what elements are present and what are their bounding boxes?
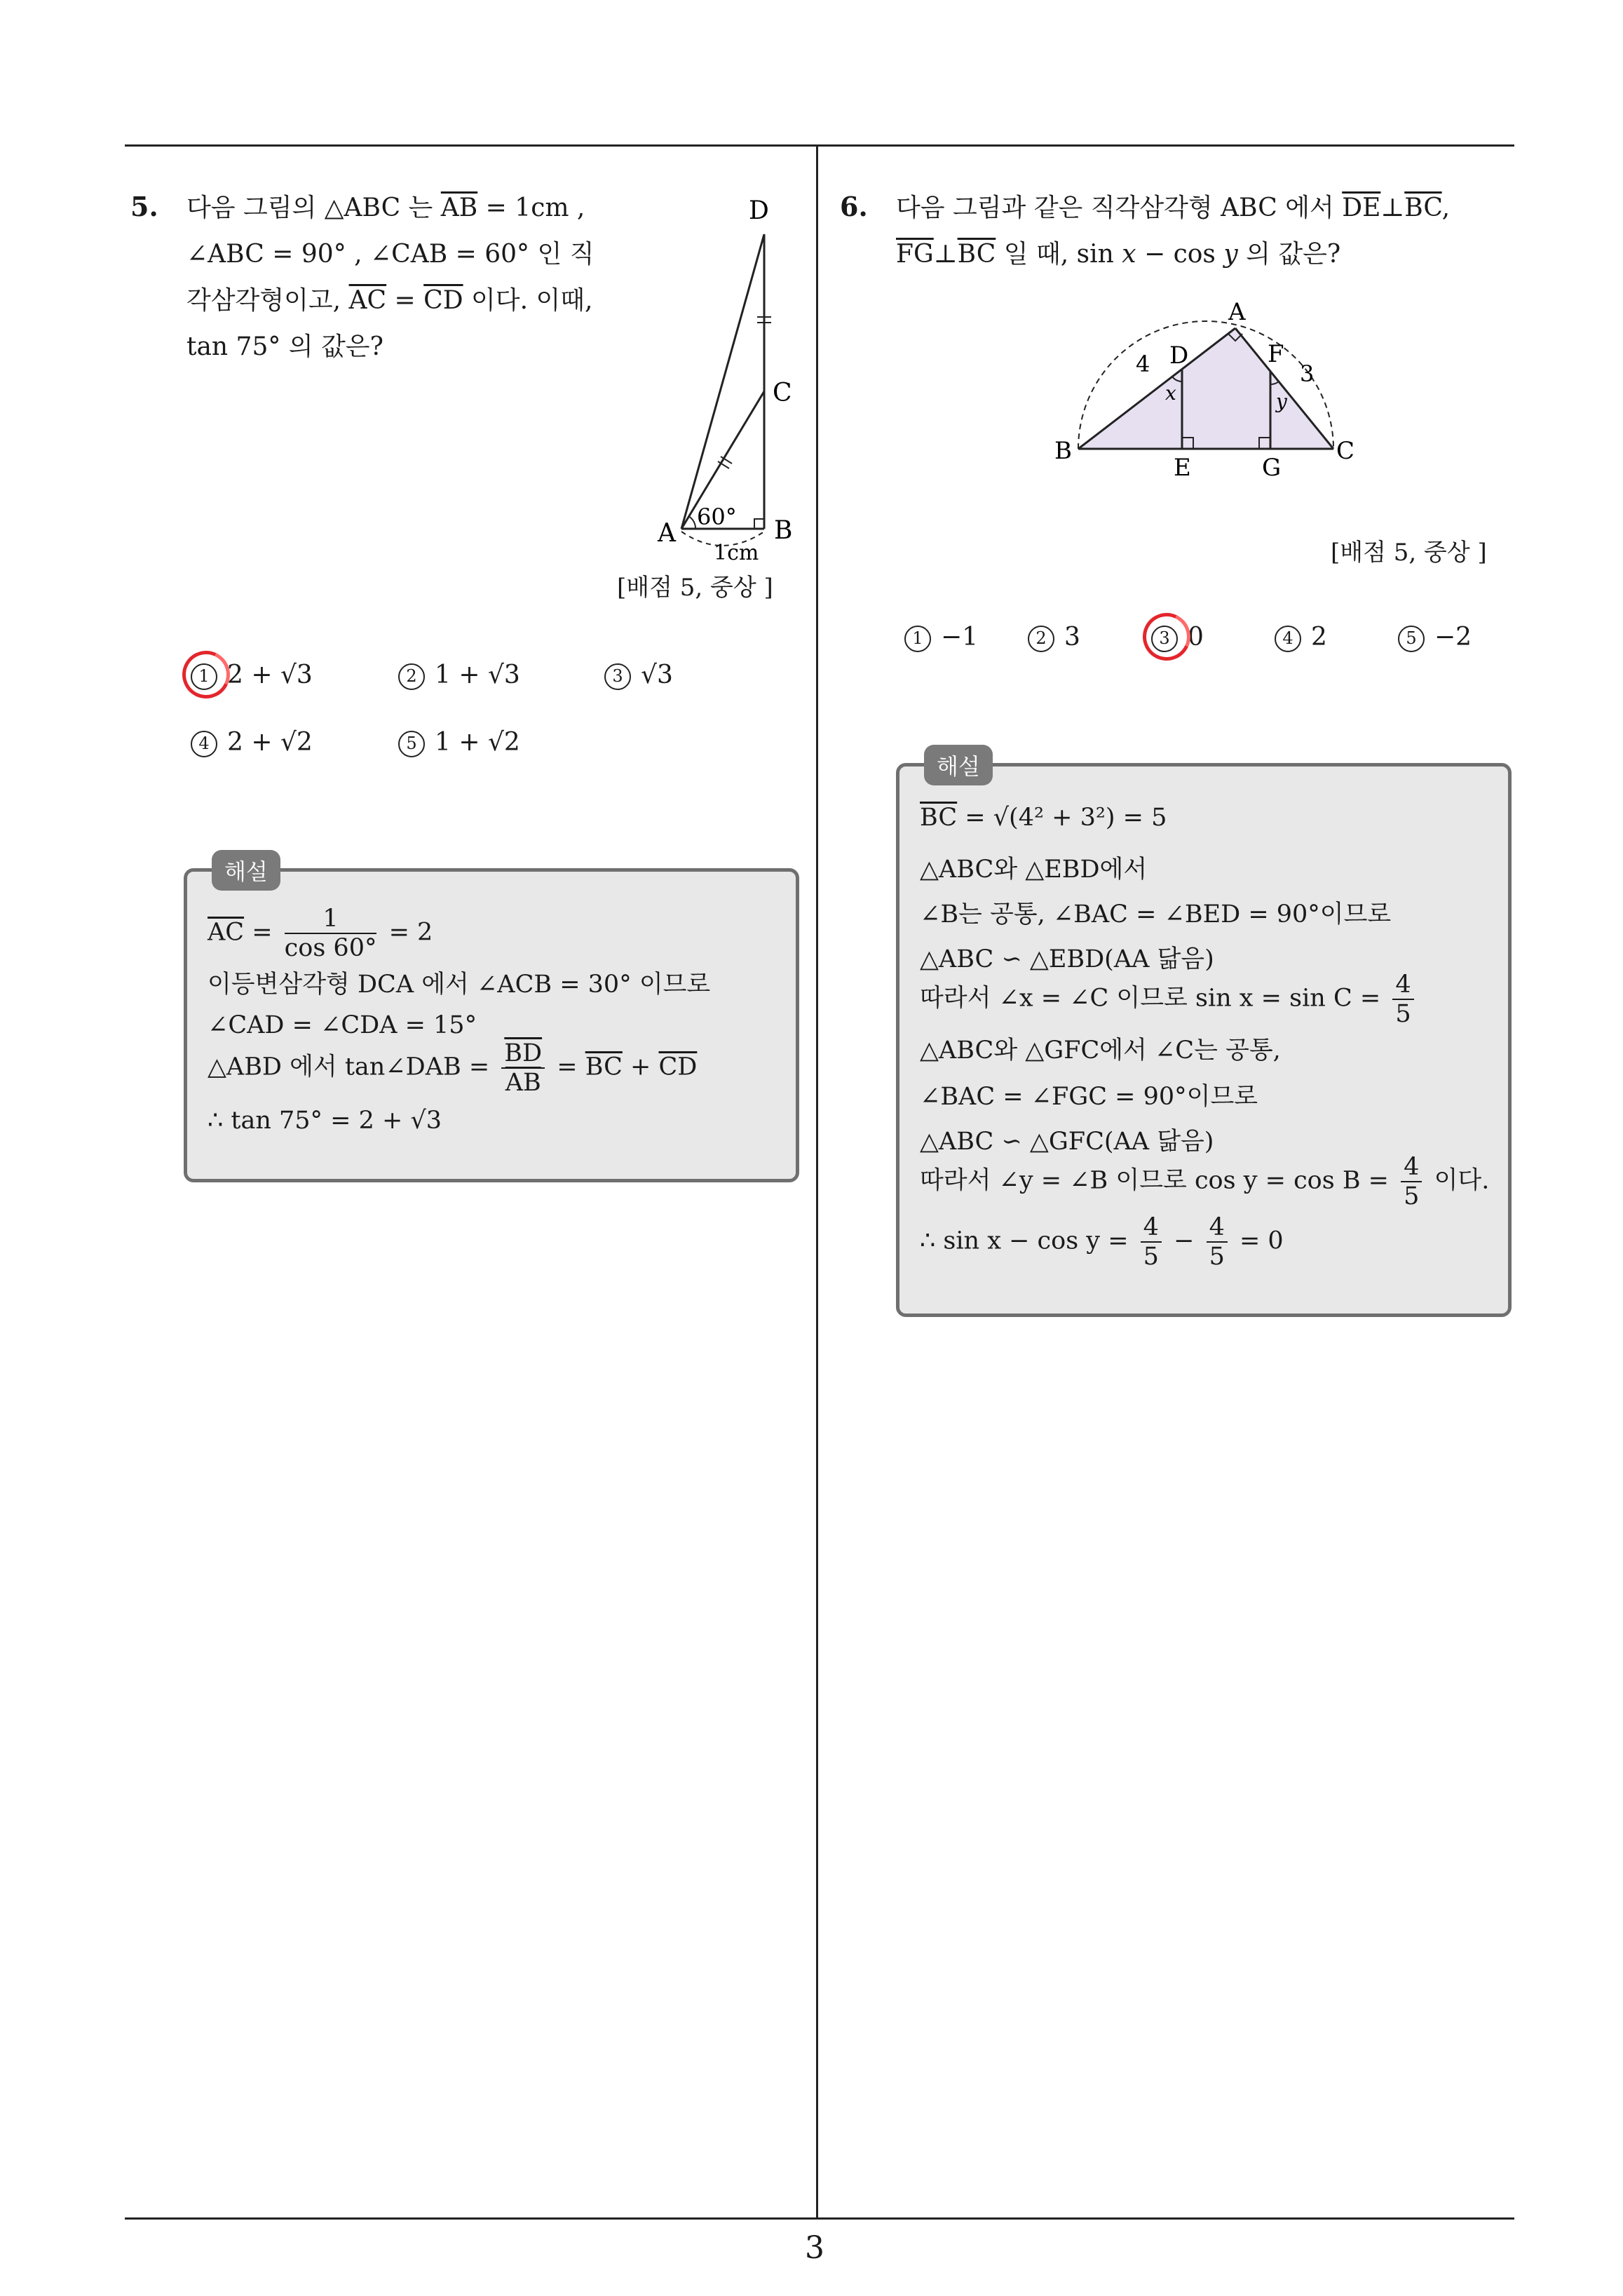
q5-label-A: A — [658, 519, 676, 548]
q6-sol-line5: 따라서 ∠x = ∠C 이므로 sin x = sin C = $\frac{4}{5}$ — [920, 971, 1418, 1028]
q5-sol-line1: $\overline{AC}$ = $\frac{1}{\cos 60^\circ}$ = 2 — [208, 905, 433, 962]
q5-length-label: 1cm — [714, 541, 759, 565]
q6-sol-line4: △ABC ∽ △EBD(AA 닮음) — [920, 945, 1214, 973]
q6-solution-tag: 해설 — [924, 745, 993, 785]
q5-label-D: D — [749, 196, 769, 225]
q5-grade: [배점 5, 중상 ] — [617, 574, 773, 602]
q5-number: 5. — [130, 191, 158, 222]
q5-line3: 각삼각형이고, $\overline{AC} = \overline{CD}$ 이다. 이때, — [186, 286, 593, 315]
q6-line1: 다음 그림과 같은 직각삼각형 ABC 에서 $\overline{DE}\perp\overline{BC}$, — [896, 194, 1451, 222]
q6-label-y: y — [1276, 390, 1287, 413]
q6-sol-line3: ∠B는 공통, ∠BAC = ∠BED = 90°이므로 — [920, 900, 1392, 928]
q6-label-C: C — [1336, 437, 1355, 465]
q5-line4: tan 75° 의 값은? — [186, 332, 383, 361]
column-divider — [816, 144, 818, 2219]
q5-choice-4-num: 4 — [191, 731, 217, 757]
q5-choice-2-text: 1 + √3 — [435, 661, 520, 689]
q5-angle-arc — [688, 516, 695, 529]
q5-choice-1-num: 1 — [191, 663, 217, 690]
q6-label-3: 3 — [1300, 360, 1315, 387]
q5-sol-line2: 이등변삼각형 DCA 에서 ∠ACB = 30° 이므로 — [208, 971, 711, 999]
q5-diagram — [645, 189, 813, 575]
q6-label-D: D — [1169, 342, 1189, 370]
q6-choice-2[interactable] — [1028, 623, 1080, 652]
q6-number: 6. — [840, 191, 868, 222]
q6-sol-line1: $\overline{BC} = √(4^2 + 3^2) = 5$ — [920, 804, 1167, 832]
q6-grade: [배점 5, 중상 ] — [1331, 539, 1487, 567]
q6-choice-5-num: 5 — [1398, 626, 1425, 652]
q5-line1: 다음 그림의 △ABC 는 $\overline{AB} = 1cm$ , — [186, 194, 585, 222]
q5-choice-3-num: 3 — [604, 663, 631, 690]
q6-choice-5[interactable] — [1398, 623, 1472, 652]
q5-choice-3-text: √3 — [641, 661, 673, 689]
q6-choice-1-num: 1 — [904, 626, 931, 652]
q6-sol-line8: △ABC ∽ △GFC(AA 닮음) — [920, 1128, 1214, 1156]
q6-sol-line2: △ABC와 △EBD에서 — [920, 856, 1148, 884]
q5-choice-2-num: 2 — [398, 663, 425, 690]
q5-text — [186, 185, 635, 370]
page-number: 3 — [805, 2230, 824, 2266]
q5-sol-line5: ∴ tan 75° = 2 + √3 — [208, 1107, 442, 1135]
q5-choice-4[interactable] — [191, 728, 313, 757]
q6-answer-mark — [1136, 606, 1197, 667]
q6-triangle-fill — [1078, 328, 1333, 449]
q5-solution-tag: 해설 — [212, 850, 280, 891]
q6-sol-line6: △ABC와 △GFC에서 ∠C는 공통, — [920, 1036, 1281, 1065]
q6-choice-3-num: 3 — [1151, 626, 1178, 652]
q5-choice-5-text: 1 + √2 — [435, 728, 520, 757]
q6-label-4: 4 — [1136, 351, 1150, 377]
q6-text — [896, 185, 1513, 278]
q6-choice-4-num: 4 — [1275, 626, 1301, 652]
q6-choice-2-text: 3 — [1064, 623, 1080, 651]
bottom-rule — [125, 2217, 1514, 2220]
top-rule — [125, 144, 1514, 147]
q6-label-F: F — [1268, 340, 1284, 368]
q5-choice-5[interactable] — [398, 728, 520, 757]
q6-choice-4[interactable] — [1275, 623, 1327, 652]
q6-choice-1-text: −1 — [941, 623, 979, 651]
q5-choice-4-text: 2 + √2 — [227, 728, 313, 757]
q6-sol-line10: ∴ sin x − cos y = $\frac{4}{5}$ − $\frac{4}{5}$ = 0 — [920, 1213, 1284, 1271]
q6-diagram — [1045, 295, 1381, 484]
q6-choice-4-text: 2 — [1311, 623, 1327, 651]
q6-sol-line9: 따라서 ∠y = ∠B 이므로 cos y = cos B = $\frac{4}{5}$ 이다. — [920, 1153, 1490, 1210]
q6-choice-1[interactable] — [904, 623, 978, 652]
q6-line2: $\overline{FG}\perp\overline{BC}$ 일 때, sin x − cos y 의 값은? — [896, 240, 1341, 269]
q5-choice-3[interactable] — [604, 661, 673, 690]
q5-choice-2[interactable] — [398, 661, 520, 690]
q6-choice-2-num: 2 — [1028, 626, 1054, 652]
q5-angle-label: 60° — [697, 504, 737, 530]
q6-label-E: E — [1174, 454, 1191, 482]
q5-choice-5-num: 5 — [398, 731, 425, 757]
q6-label-B: B — [1054, 437, 1072, 465]
q5-label-B: B — [774, 516, 793, 545]
q5-choice-1-text: 2 + √3 — [227, 661, 313, 689]
q5-answer-mark — [175, 644, 236, 705]
q6-choice-3-text: 0 — [1188, 623, 1204, 651]
q5-sol-line4: △ABD 에서 tan∠DAB = $\frac{\overline{BD}}{AB}$ = $\overline{BC} + \overline{CD}$ — [208, 1039, 698, 1097]
q6-label-x: x — [1165, 381, 1176, 405]
q5-right-angle-mark — [754, 519, 764, 529]
q5-segment-AD — [681, 234, 764, 529]
q6-label-A: A — [1228, 298, 1246, 326]
q6-label-G: G — [1262, 454, 1282, 482]
q6-choice-5-text: −2 — [1434, 623, 1472, 651]
q5-sol-line3: ∠CAD = ∠CDA = 15° — [208, 1011, 477, 1039]
q6-sol-line7: ∠BAC = ∠FGC = 90°이므로 — [920, 1083, 1258, 1111]
q5-label-C: C — [773, 379, 792, 407]
q5-line2: ∠ABC = 90° , ∠CAB = 60° 인 직 — [186, 240, 595, 269]
